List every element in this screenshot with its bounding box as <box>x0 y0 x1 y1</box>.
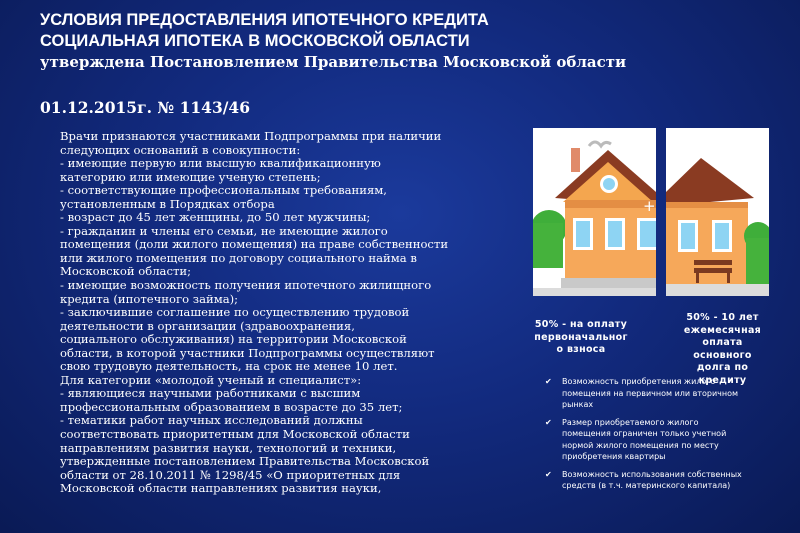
conditions-line: области, в которой участники Подпрограммы осуществляют <box>60 345 435 360</box>
resolution-date: 01.12.2015г. № 1143/46 <box>40 98 250 117</box>
caption-down-payment <box>524 319 638 357</box>
slide-title <box>40 10 780 73</box>
conditions-line: социального обслуживания) на территории Московской <box>60 332 407 347</box>
house-image-right <box>666 128 769 296</box>
conditions-line: Для категории «молодой ученый и специалист»: <box>60 372 362 387</box>
benefit-item-line: рынках <box>562 400 594 409</box>
caption-right-line: оплата <box>702 337 743 348</box>
benefit-item-line: Размер приобретаемого жилого <box>562 417 699 427</box>
house-illustration <box>533 128 656 296</box>
conditions-line: соответствовать приоритетным для Московской области <box>60 427 410 442</box>
benefit-item-line: приобретения квартиры <box>562 452 666 461</box>
benefit-item <box>545 376 785 411</box>
benefit-item-line: помещения на первичном или вторичном <box>562 388 739 398</box>
conditions-line: - возраст до 45 лет женщины, до 50 лет мужчины; <box>60 210 371 225</box>
conditions-line: установленным в Порядках отбора <box>60 196 275 211</box>
conditions-text <box>60 130 530 496</box>
caption-right-line: основного <box>693 349 752 361</box>
caption-right-line: 50% - 10 лет <box>686 312 759 323</box>
checkmark-bullet-icon: ✔ <box>545 417 552 427</box>
conditions-line: - соответствующие профессиональным требованиям, <box>60 183 387 198</box>
benefit-item-line: Возможность использования собственных <box>562 469 742 479</box>
caption-left-line: о взноса <box>556 344 606 355</box>
conditions-line: направлениям развития науки, технологий и техники, <box>60 440 397 455</box>
conditions-line: - имеющие возможность получения ипотечного жилищного <box>60 278 432 293</box>
conditions-line: - имеющие первую или высшую квалификационную <box>60 156 381 171</box>
caption-right-line: ежемесячная <box>683 324 762 336</box>
conditions-line: Московской области направлениях развития науки, <box>60 481 382 496</box>
checkmark-bullet-icon: ✔ <box>545 377 552 386</box>
conditions-line: - заключившие соглашение по осуществлению трудовой <box>60 305 410 320</box>
house-illustration <box>666 128 769 296</box>
conditions-line: следующих оснований в совокупности: <box>60 142 301 157</box>
title-line-2: СОЦИАЛЬНАЯ ИПОТЕКА В МОСКОВСКОЙ ОБЛАСТИ <box>40 32 470 50</box>
conditions-line: или жилого помещения по договору социального найма в <box>60 250 417 265</box>
benefits-list <box>545 376 785 498</box>
house-image-left <box>533 128 656 296</box>
conditions-line: - являющиеся научными работниками с высшим <box>60 386 361 401</box>
plus-sign: + <box>643 197 656 215</box>
benefit-item-line: помещения ограничен только учетной <box>562 429 727 438</box>
caption-right-line: кредиту <box>698 374 747 386</box>
conditions-line: свою трудовую деятельность, на срок не менее 10 лет. <box>60 359 398 374</box>
caption-left-line: первоначальног <box>534 331 628 343</box>
conditions-line: деятельности в организации (здравоохранения, <box>60 318 355 333</box>
conditions-line: Врачи признаются участниками Подпрограммы при наличии <box>60 129 442 143</box>
benefit-item-line: нормой жилого помещения по месту <box>562 440 719 450</box>
conditions-line: - тематики работ научных исследований должны <box>60 413 363 428</box>
checkmark-bullet-icon: ✔ <box>545 469 552 479</box>
conditions-line: утвержденные постановлением Правительства Московской <box>60 454 430 469</box>
benefit-item-line: средств (в т.ч. материнского капитала) <box>562 481 731 490</box>
benefit-item-line: Возможность приобретения жилого <box>562 377 716 386</box>
conditions-line: кредита (ипотечного займа); <box>60 291 239 306</box>
caption-right-line: долга по <box>696 362 749 373</box>
conditions-line: области от 28.10.2011 № 1298/45 «О приоритетных для <box>60 467 401 482</box>
title-line-3: утверждена Постановлением Правительства Московской области <box>40 53 627 71</box>
conditions-line: помещения (доли жилого помещения) на праве собственности <box>60 237 449 252</box>
benefit-item <box>545 417 785 463</box>
conditions-line: - гражданин и члены его семьи, не имеющие жилого <box>60 223 388 238</box>
caption-left-line: 50% - на оплату <box>534 319 628 330</box>
conditions-line: профессиональным образованием в возрасте до 35 лет; <box>60 399 403 414</box>
title-line-1: УСЛОВИЯ ПРЕДОСТАВЛЕНИЯ ИПОТЕЧНОГО КРЕДИТА <box>40 11 489 29</box>
benefit-item <box>545 469 785 492</box>
conditions-line: Московской области; <box>60 264 192 279</box>
conditions-line: категорию или имеющие ученую степень; <box>60 169 321 184</box>
